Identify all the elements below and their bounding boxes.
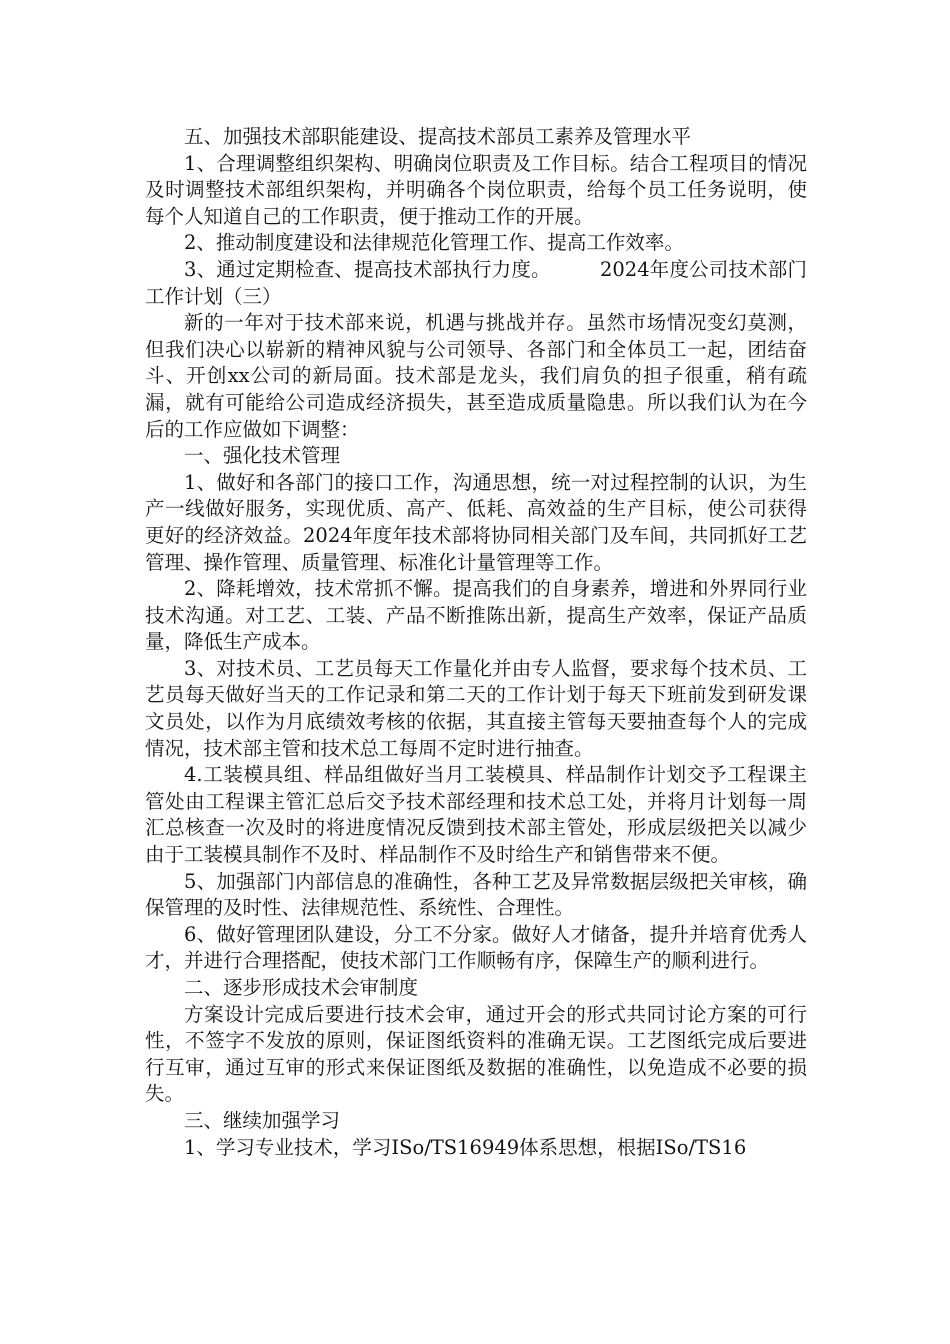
paragraph-item-1-truncated: 1、学习专业技术，学习ISo/TS16949体系思想，根据ISo/TS16: [184, 1135, 747, 1159]
paragraph-item-3: 3、对技术员、工艺员每天工作量化并由专人监督，要求每个技术员、工艺员每天做好当天的工作记录和第二天的工作计划于每天下班前发到研发课文员处，以作为月底绩效考核的依据，其直接主管每天要抽查每个人的完成情况，技术部主管和技术总工每周不定时进行抽查。: [145, 656, 807, 760]
section-heading-3: 三、继续加强学习: [184, 1108, 341, 1132]
paragraph-item-6: 6、做好管理团队建设，分工不分家。做好人才储备，提升并培育优秀人才，并进行合理搭配，使技术部门工作顺畅有序，保障生产的顺利进行。: [145, 922, 807, 973]
section-heading-2: 二、逐步形成技术会审制度: [184, 976, 419, 999]
paragraph-item-1: 1、做好和各部门的接口工作，沟通思想，统一对过程控制的认识，为生产一线做好服务，实现优质、高产、低耗、高效益的生产目标，使公司获得更好的经济效益。2024年度年技术部将协同相关部门及车间，共同抓好工艺管理、操作管理、质量管理、标准化计量管理等工作。: [145, 470, 807, 574]
paragraph-item-4: 4.工装模具组、样品组做好当月工装模具、样品制作计划交予工程课主管处由工程课主管汇总后交予技术部经理和技术总工处，并将月计划每一周汇总核查一次及时的将进度情况反馈到技术部主管处，形成层级把关以减少由于工装模具制作不及时、样品制作不及时给生产和销售带来不便。: [145, 763, 807, 867]
section-heading-5: 五、加强技术部职能建设、提高技术部员工素养及管理水平: [184, 125, 692, 148]
paragraph-item-5: 5、加强部门内部信息的准确性，各种工艺及异常数据层级把关审核，确保管理的及时性、法律规范性、系统性、合理性。: [145, 869, 807, 920]
paragraph-item-2: 2、降耗增效，技术常抓不懈。提高我们的自身素养，增进和外界同行业技术沟通。对工艺、工装、产品不断推陈出新，提高生产效率，保证产品质量，降低生产成本。: [145, 577, 807, 654]
section-heading-1: 一、强化技术管理: [184, 444, 341, 468]
paragraph-item-3-and-plan-title: 3、通过定期检查、提高技术部执行力度。 2024年度公司技术部门工作计划（三）: [145, 257, 807, 308]
document-page: [145, 124, 807, 1161]
paragraph-review: 方案设计完成后要进行技术会审，通过开会的形式共同讨论方案的可行性，不签字不发放的原则，保证图纸资料的准确无误。工艺图纸完成后要进行互审，通过互审的形式来保证图纸及数据的准确性，以免造成不必要的损失。: [145, 1002, 807, 1106]
paragraph-item-1: 1、合理调整组织架构、明确岗位职责及工作目标。结合工程项目的情况及时调整技术部组织架构，并明确各个岗位职责，给每个员工任务说明，使每个人知道自己的工作职责，便于推动工作的开展。: [145, 151, 807, 228]
intro-paragraph: 新的一年对于技术部来说，机遇与挑战并存。虽然市场情况变幻莫测，但我们决心以崭新的精神风貌与公司领导、各部门和全体员工一起，团结奋斗、开创xx公司的新局面。技术部是龙头，我们肩负的担子很重，稍有疏漏，就有可能给公司造成经济损失，甚至造成质量隐患。所以我们认为在今后的工作应做如下调整：: [145, 311, 807, 441]
paragraph-item-2: 2、推动制度建设和法律规范化管理工作、提高工作效率。: [184, 231, 684, 255]
